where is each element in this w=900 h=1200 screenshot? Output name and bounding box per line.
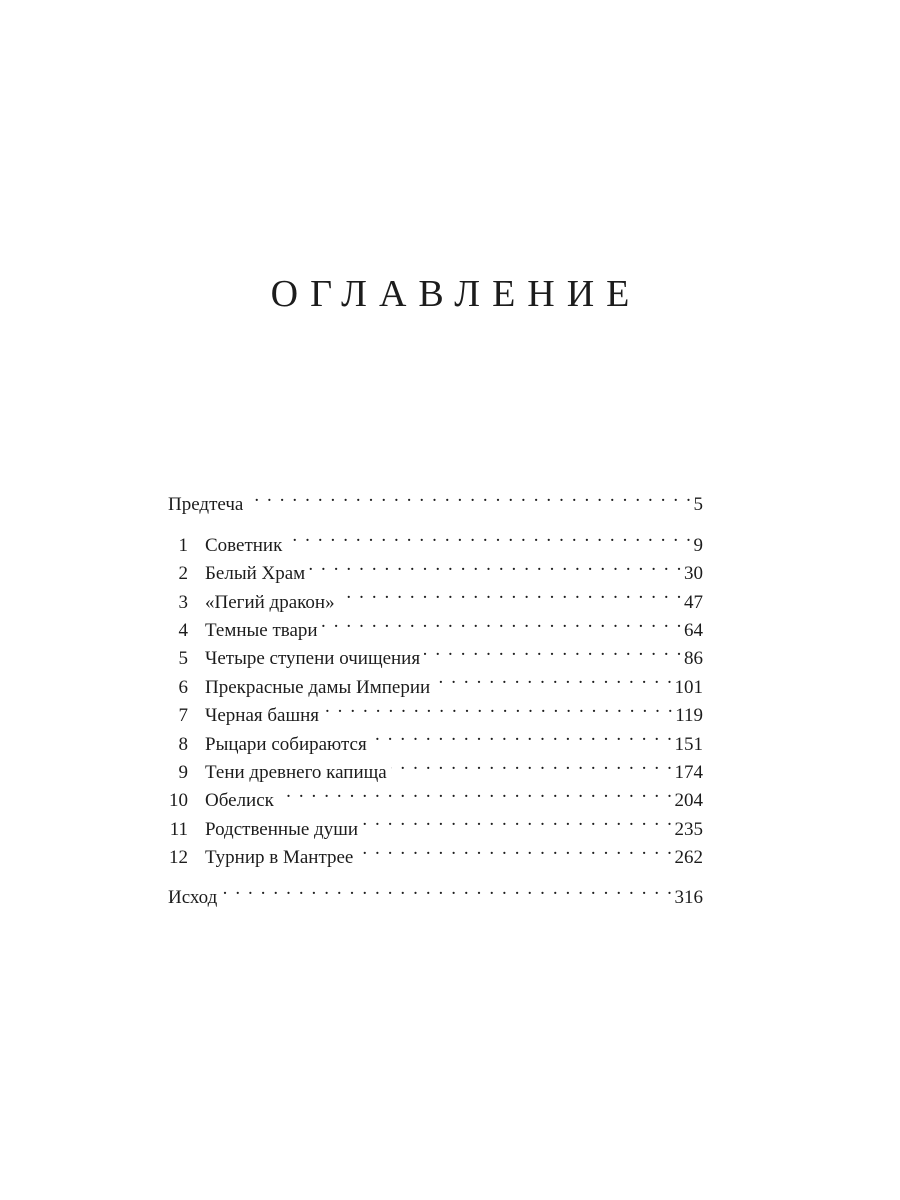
entry-label: Тени древнего капища	[205, 761, 387, 783]
entry-page: 47	[684, 591, 703, 613]
dot-leader	[362, 806, 674, 834]
dot-leader	[221, 875, 673, 903]
dot-leader	[424, 636, 683, 664]
entry-label: Турнир в Мантрее	[205, 847, 354, 869]
entry-page: 151	[674, 733, 703, 755]
table-of-contents	[168, 482, 703, 909]
chapter-number: 5	[178, 648, 188, 670]
entry-label: Родственные души	[205, 818, 358, 840]
toc-entry-prologue[interactable]	[168, 482, 703, 516]
chapter-number: 2	[178, 563, 188, 585]
entry-label: Черная башня	[205, 705, 320, 727]
dot-leader	[278, 778, 674, 806]
dot-leader	[323, 693, 674, 721]
chapter-number: 9	[178, 761, 188, 783]
dot-leader	[309, 551, 683, 579]
chapter-number: 12	[169, 847, 188, 869]
entry-page: 316	[674, 887, 703, 909]
entry-page: 204	[674, 790, 703, 812]
chapter-list	[168, 522, 703, 869]
dot-leader	[247, 482, 692, 510]
entry-label: Четыре ступени очищения	[205, 648, 421, 670]
chapter-number: 3	[178, 591, 188, 613]
entry-page: 101	[674, 676, 703, 698]
entry-label: Исход	[168, 887, 218, 909]
toc-entry-chapter[interactable]	[168, 522, 703, 556]
entry-label: Советник	[205, 534, 283, 556]
chapter-number: 8	[178, 733, 188, 755]
entry-page: 174	[674, 761, 703, 783]
entry-page: 30	[684, 563, 703, 585]
entry-page: 235	[674, 818, 703, 840]
chapter-number: 1	[178, 534, 188, 556]
chapter-number: 4	[178, 619, 188, 641]
entry-page: 5	[693, 494, 703, 516]
entry-label: Рыцари собираются	[205, 733, 367, 755]
entry-label: Обелиск	[205, 790, 274, 812]
entry-page: 9	[693, 534, 703, 556]
entry-label: «Пегий дракон»	[205, 591, 335, 613]
toc-entry-epilogue[interactable]	[168, 875, 703, 909]
entry-label: Белый Храм	[205, 563, 306, 585]
chapter-number: 6	[178, 676, 188, 698]
dot-leader	[357, 835, 673, 863]
dot-leader	[391, 750, 674, 778]
entry-page: 64	[684, 619, 703, 641]
dot-leader	[339, 579, 683, 607]
entry-page: 262	[674, 847, 703, 869]
entry-page: 86	[684, 648, 703, 670]
dot-leader	[434, 664, 673, 692]
entry-label: Темные твари	[205, 619, 318, 641]
dot-leader	[286, 522, 692, 550]
chapter-number: 11	[169, 818, 188, 840]
dot-leader	[322, 608, 683, 636]
entry-label: Прекрасные дамы Империи	[205, 676, 431, 698]
page-title: ОГЛАВЛЕНИЕ	[270, 273, 642, 315]
dot-leader	[371, 721, 674, 749]
chapter-number: 7	[178, 705, 188, 727]
chapter-number: 10	[169, 790, 188, 812]
entry-page: 119	[675, 705, 703, 727]
entry-label: Предтеча	[168, 494, 244, 516]
